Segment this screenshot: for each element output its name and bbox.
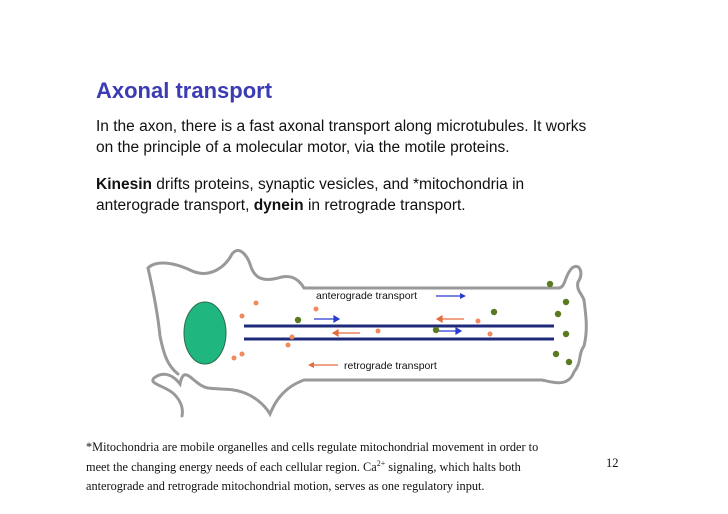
- slide-title: Axonal transport: [96, 78, 273, 103]
- vesicle: [290, 335, 295, 340]
- mitochondrion: [563, 331, 569, 337]
- retrograde-label-arrowhead: [308, 362, 314, 368]
- footnote: [86, 438, 606, 497]
- anterograde-label: anterograde transport: [316, 290, 417, 302]
- mitochondrion: [547, 281, 553, 287]
- footnote-line-2: [86, 458, 606, 478]
- vesicle: [286, 343, 291, 348]
- intro-line-1: In the axon, there is a fast axonal transport along microtubules. It works: [96, 118, 587, 135]
- footnote-line-3: anterograde and retrograde mitochondrial motion, serves as one regulatory input.: [86, 479, 485, 493]
- anterograde-phrase: anterograde transport,: [96, 197, 254, 214]
- vesicle: [314, 307, 319, 312]
- axonal-transport-diagram: [138, 238, 600, 418]
- mitochondrion: [563, 299, 569, 305]
- neuron-membrane-left: [148, 268, 178, 374]
- kinesin-description: drifts proteins, synaptic vesicles, and *mitochondria in: [151, 176, 525, 193]
- intro-line-2: on the principle of a molecular motor, via the motile proteins.: [96, 139, 510, 156]
- intro-paragraph: [96, 116, 586, 158]
- dynein-term: dynein: [253, 197, 304, 214]
- vesicle: [476, 319, 481, 324]
- vesicle: [254, 301, 259, 306]
- vesicle: [488, 332, 493, 337]
- vesicle: [232, 356, 237, 361]
- anterograde-label-arrowhead: [460, 293, 466, 299]
- mitochondrion: [433, 327, 439, 333]
- vesicle: [240, 352, 245, 357]
- mitochondrion: [555, 311, 561, 317]
- axon-terminal: [584, 300, 586, 346]
- calcium-charge: 2+: [376, 458, 386, 468]
- vesicle: [240, 314, 245, 319]
- footnote-line-2-text: meet the changing energy needs of each cellular region. Ca: [86, 459, 377, 474]
- motor-proteins-paragraph: [96, 174, 524, 216]
- footnote-line-1: *Mitochondria are mobile organelles and cells regulate mitochondrial movement in order to: [86, 440, 539, 454]
- mitochondrion: [553, 351, 559, 357]
- kinesin-term: Kinesin: [96, 176, 152, 193]
- footnote-line-2-end: signaling, which halts both: [385, 459, 521, 474]
- mitochondrion: [491, 309, 497, 315]
- motor-line-2: [96, 195, 524, 216]
- retrograde-label: retrograde transport: [344, 360, 437, 372]
- mitochondrion: [566, 359, 572, 365]
- dynein-description: in retrograde transport.: [303, 197, 466, 214]
- page-number: 12: [606, 456, 619, 470]
- nucleus: [184, 302, 226, 364]
- motor-line-1: [96, 174, 524, 195]
- mitochondrion: [295, 317, 301, 323]
- vesicle: [376, 329, 381, 334]
